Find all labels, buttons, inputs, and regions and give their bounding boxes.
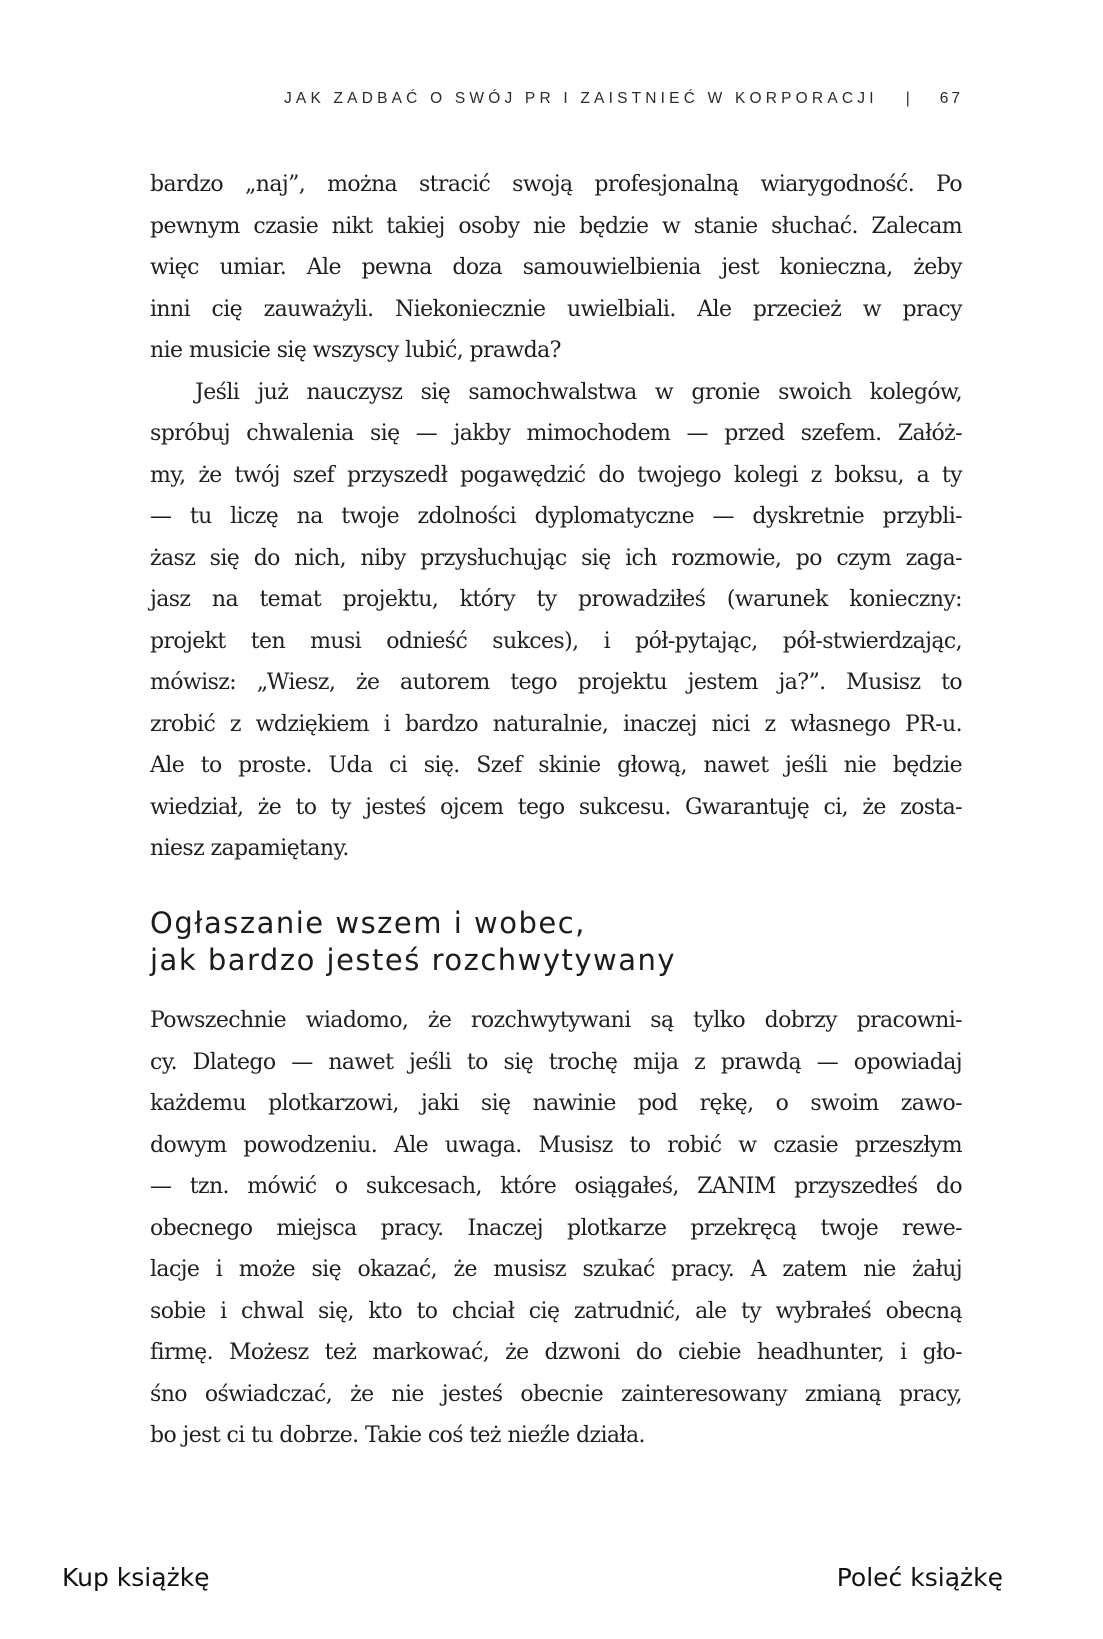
recommend-book-link[interactable]: Poleć książkę [836, 1563, 1003, 1592]
text-line: wiedział, że to ty jesteś ojcem tego sukcesu. Gwarantuję ci, że zosta- [150, 794, 962, 820]
text-line: Ale to proste. Uda ci się. Szef skinie głową, nawet jeśli nie będzie [150, 753, 962, 778]
text-line: — tzn. mówić o sukcesach, które osiągałeś, ZANIM przyszedłeś do [150, 1174, 962, 1199]
text-line: niesz zapamiętany. [150, 836, 349, 861]
text-line: mówisz: „Wiesz, że autorem tego projektu jestem ja?”. Musisz to [150, 670, 962, 695]
text-line: inni cię zauważyli. Niekoniecznie uwielbiali. Ale przecież w pracy [150, 296, 962, 322]
running-head [155, 90, 963, 108]
text-line: obecnego miejsca pracy. Inaczej plotkarze przekręcą twoje rewe- [150, 1215, 962, 1241]
text-line: bo jest ci tu dobrze. Takie coś też nieźle działa. [150, 1423, 645, 1448]
text-line: projekt ten musi odnieść sukces), i pół-pytając, pół-stwierdzając, [150, 628, 962, 654]
text-line: Powszechnie wiadomo, że rozchwytywani są tylko dobrzy pracowni- [150, 1008, 962, 1033]
body-text-top [150, 164, 962, 870]
text-line: nie musicie się wszyscy lubić, prawda? [150, 338, 561, 363]
text-line: jasz na temat projektu, który ty prowadziłeś (warunek konieczny: [150, 587, 962, 612]
paragraph [150, 164, 962, 372]
text-line: my, że twój szef przyszedł pogawędzić do twojego kolegi z boksu, a ty [150, 462, 962, 488]
text-line: — tu liczę na twoje zdolności dyplomatyczne — dyskretnie przybli- [150, 504, 962, 529]
text-line: więc umiar. Ale pewna doza samouwielbienia jest konieczna, żeby [150, 255, 962, 280]
text-line: sobie i chwal się, kto to chciał cię zatrudnić, ale ty wybrałeś obecną [150, 1298, 962, 1324]
text-line: lacje i może się okazać, że musisz szukać pracy. A zatem nie żałuj [150, 1257, 962, 1282]
text-line: firmę. Możesz też markować, że dzwoni do ciebie headhunter, i gło- [150, 1340, 962, 1365]
running-head-title: JAK ZADBAĆ O SWÓJ PR I ZAISTNIEĆ W KORPORACJI [283, 90, 878, 107]
text-line: pewnym czasie nikt takiej osoby nie będzie w stanie słuchać. Zalecam [150, 213, 962, 239]
paragraph [150, 372, 962, 870]
section-heading-line: jak bardzo jesteś rozchwytywany [150, 943, 677, 977]
text-line: żasz się do nich, niby przysłuchując się ich rozmowie, po czym zaga- [150, 545, 962, 571]
section-heading-line: Ogłaszanie wszem i wobec, [150, 906, 586, 940]
text-line: spróbuj chwalenia się — jakby mimochodem — przed szefem. Załóż- [150, 421, 962, 446]
text-line: śno oświadczać, że nie jesteś obecnie zainteresowany zmianą pracy, [150, 1381, 962, 1407]
page-number: 67 [939, 90, 963, 107]
body-text-bottom [150, 1000, 962, 1457]
section-heading [150, 905, 962, 979]
paragraph [150, 1000, 962, 1457]
text-line: Jeśli już nauczysz się samochwalstwa w gronie swoich kolegów, [195, 379, 962, 405]
text-line: zrobić z wdziękiem i bardzo naturalnie, inaczej nici z własnego PR-u. [150, 711, 962, 737]
text-line: każdemu plotkarzowi, jaki się nawinie pod rękę, o swoim zawo- [150, 1091, 962, 1116]
text-line: bardzo „naj”, można stracić swoją profesjonalną wiarygodność. Po [150, 172, 962, 197]
buy-book-link[interactable]: Kup książkę [62, 1563, 210, 1592]
running-head-separator: | [905, 90, 910, 107]
text-line: dowym powodzeniu. Ale uwaga. Musisz to robić w czasie przeszłym [150, 1132, 962, 1158]
text-line: cy. Dlatego — nawet jeśli to się trochę mija z prawdą — opowiadaj [150, 1049, 962, 1075]
